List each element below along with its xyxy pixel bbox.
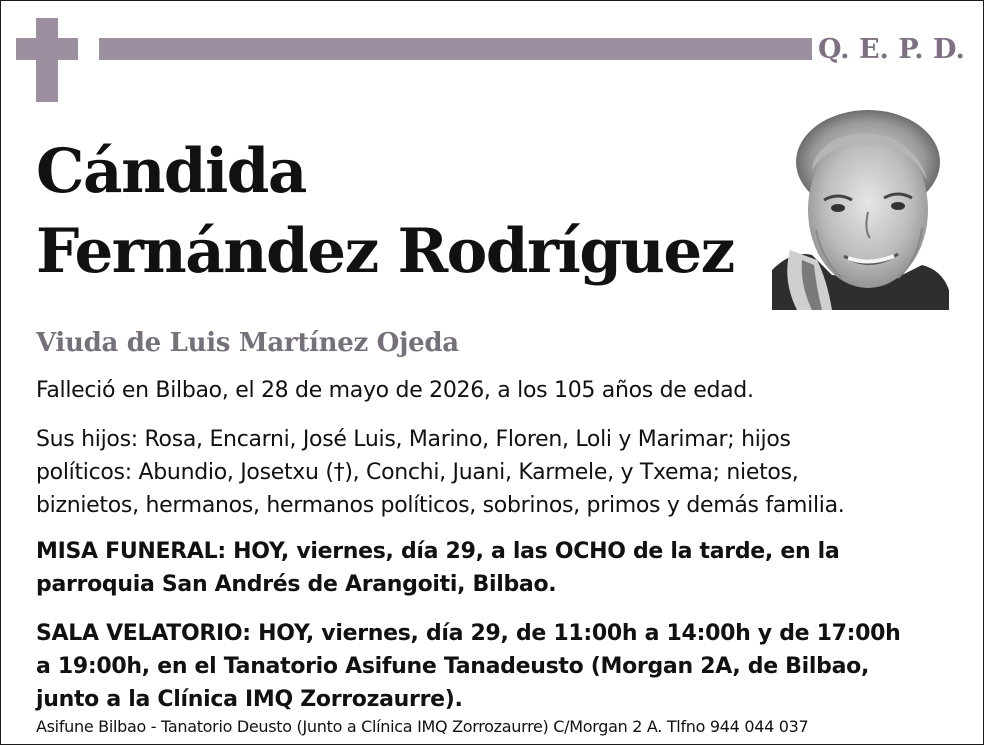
wake-room-notice bbox=[36, 617, 956, 716]
mass-line: MISA FUNERAL: HOY, viernes, día 29, a las OCHO de la tarde, en la bbox=[36, 539, 840, 564]
widow-line: Viuda de Luis Martínez Ojeda bbox=[36, 328, 459, 358]
mass-line: parroquia San Andrés de Arangoiti, Bilbao. bbox=[36, 572, 557, 597]
wake-line: SALA VELATORIO: HOY, viernes, día 29, de 11:00h a 14:00h y de 17:00h bbox=[36, 621, 901, 646]
qepd-label: Q. E. P. D. bbox=[818, 34, 965, 65]
funeral-home-footer: Asifune Bilbao - Tanatorio Deusto (Junto a Clínica IMQ Zorrozaurre) C/Morgan 2 A. Tlfno 944 044 037 bbox=[36, 717, 809, 736]
header-bar bbox=[99, 38, 812, 60]
death-notice: Falleció en Bilbao, el 28 de mayo de 2026, a los 105 años de edad. bbox=[36, 378, 754, 403]
deceased-photo bbox=[772, 100, 949, 310]
family-line: políticos: Abundio, Josetxu (†), Conchi, Juani, Karmele, y Txema; nietos, bbox=[36, 460, 799, 485]
wake-line: junto a la Clínica IMQ Zorrozaurre). bbox=[36, 687, 463, 712]
deceased-first-name: Cándida bbox=[36, 136, 306, 207]
family-line: biznietos, hermanos, hermanos políticos, sobrinos, primos y demás familia. bbox=[36, 493, 845, 518]
family-list bbox=[36, 423, 956, 522]
deceased-surnames: Fernández Rodríguez bbox=[36, 216, 734, 287]
wake-line: a 19:00h, en el Tanatorio Asifune Tanadeusto (Morgan 2A, de Bilbao, bbox=[36, 654, 870, 679]
funeral-mass-notice bbox=[36, 535, 956, 601]
deceased-name bbox=[36, 132, 734, 292]
family-line: Sus hijos: Rosa, Encarni, José Luis, Marino, Floren, Loli y Marimar; hijos bbox=[36, 427, 791, 452]
